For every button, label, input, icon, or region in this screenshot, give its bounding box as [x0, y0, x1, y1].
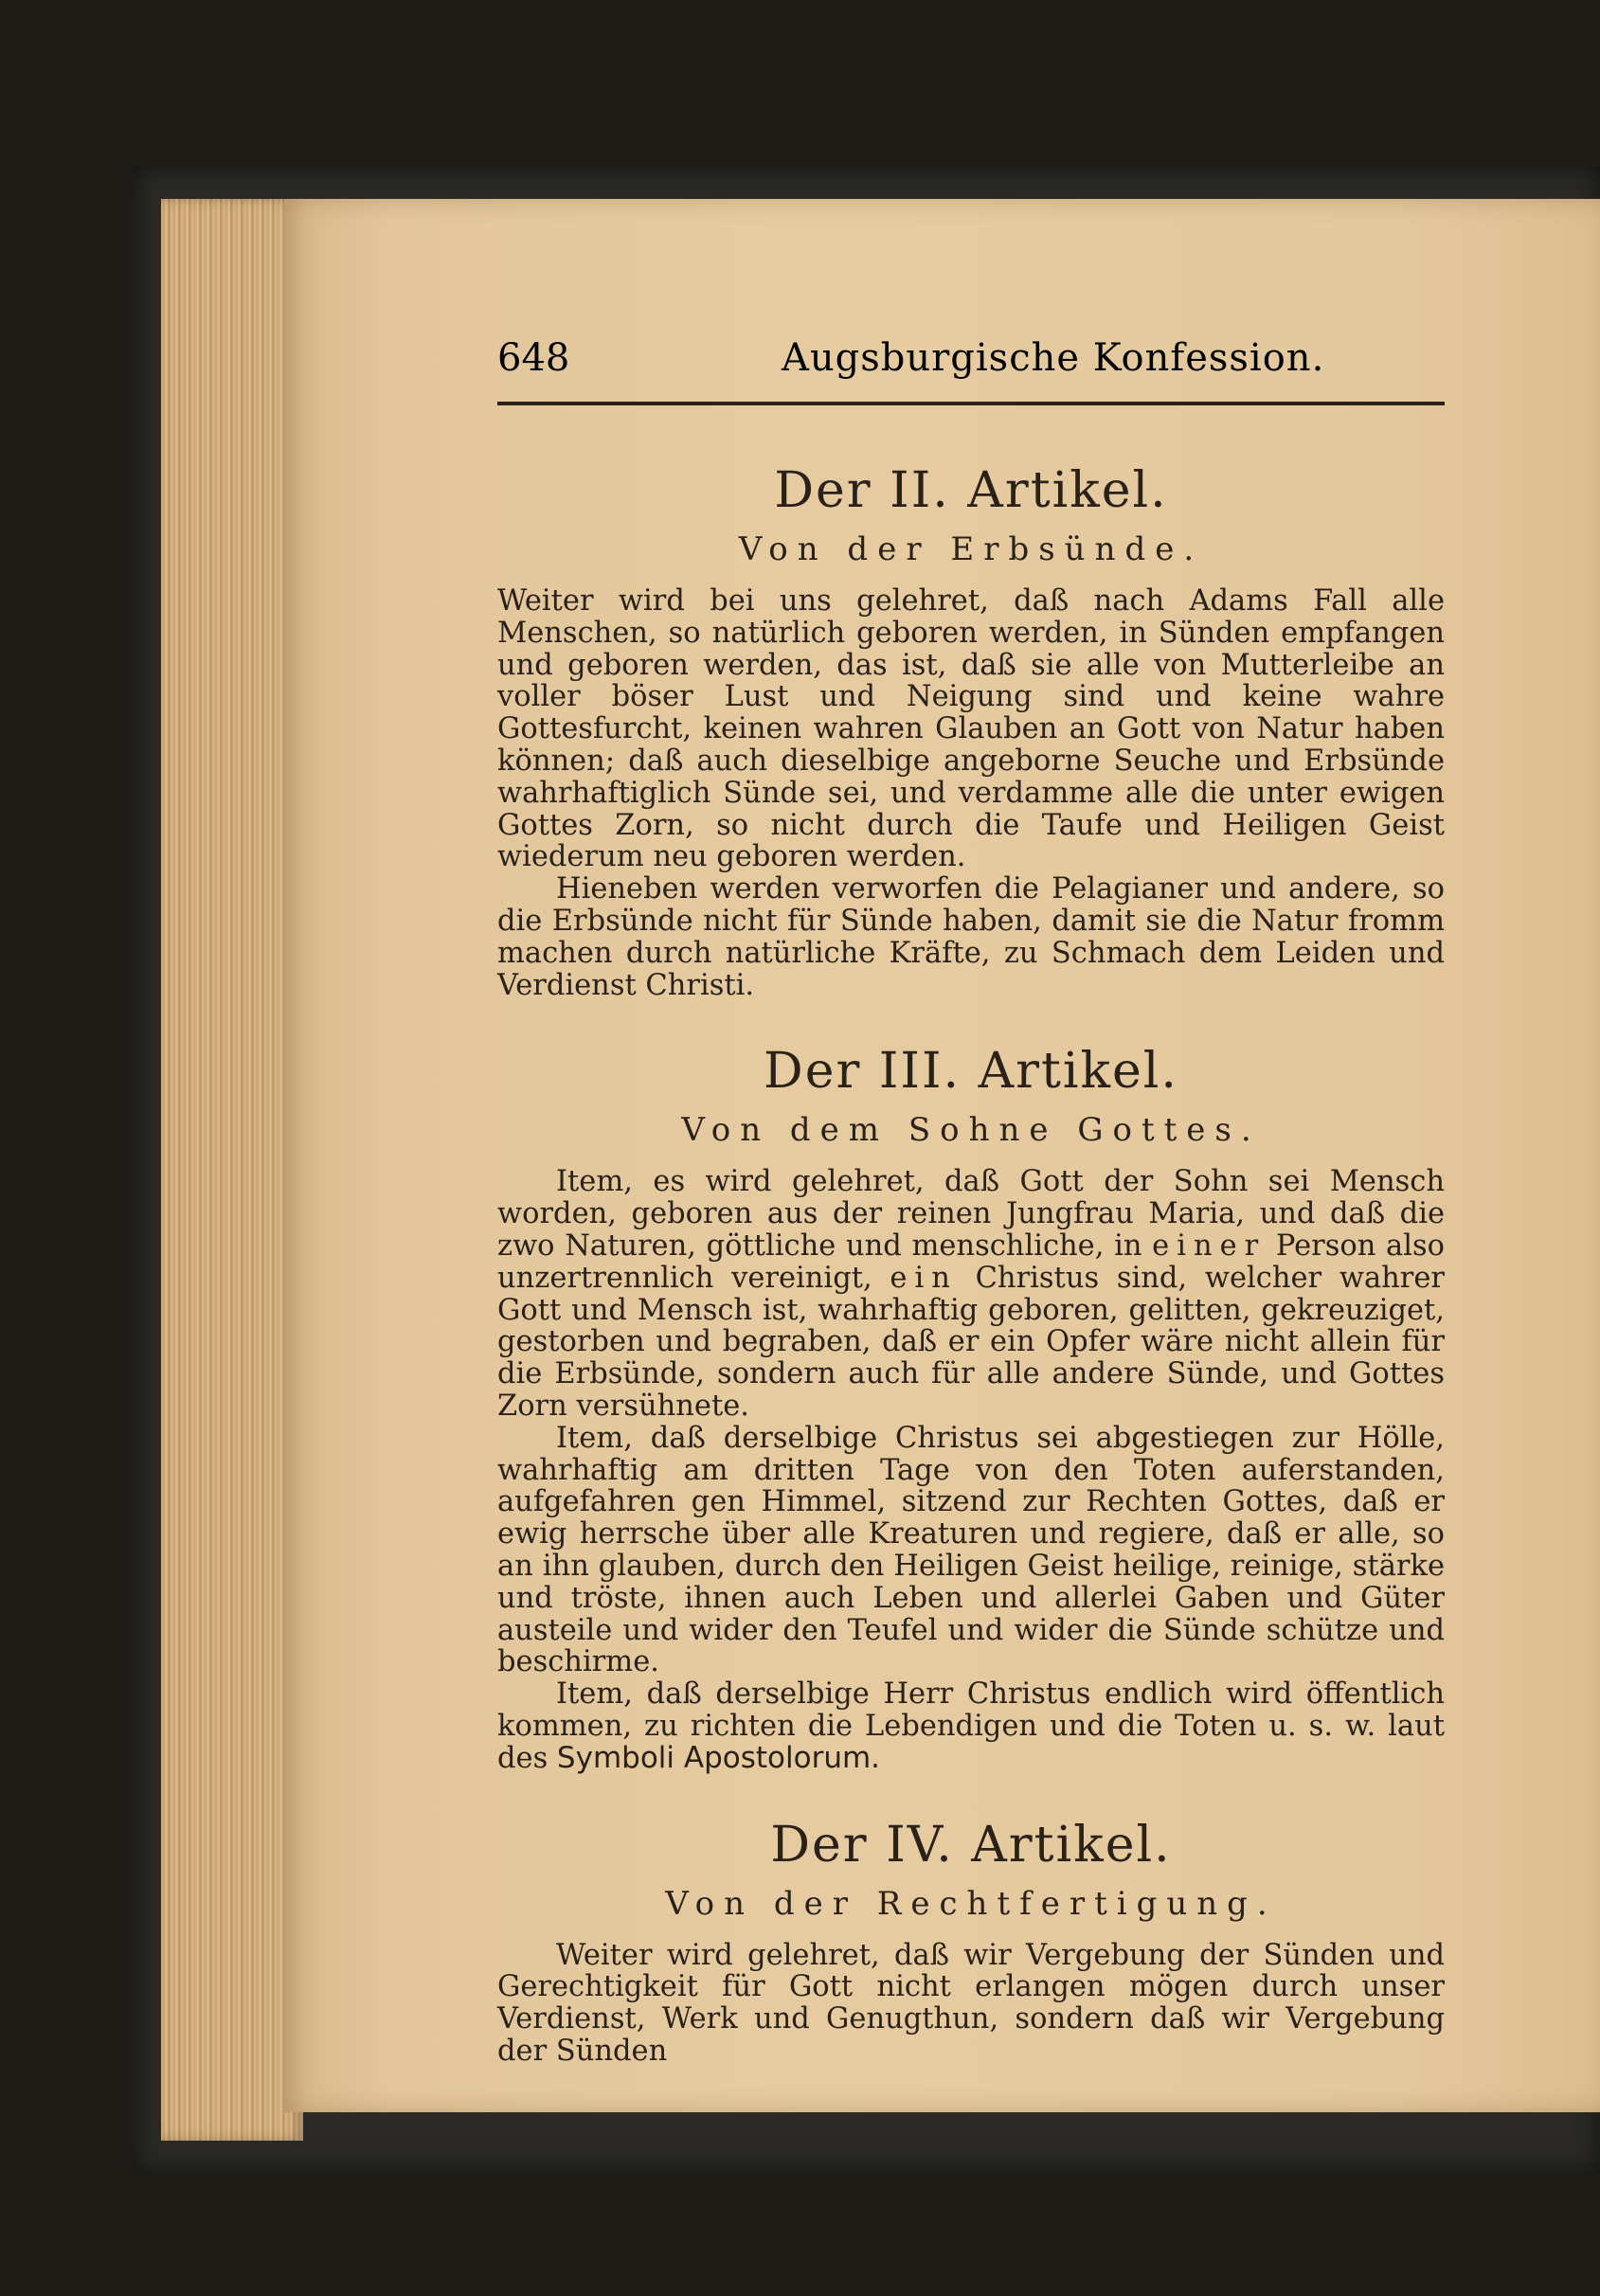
article-4	[497, 1817, 1445, 2068]
article-subtitle: Von der Erbsünde.	[738, 530, 1204, 568]
article-title: Der III. Artikel.	[764, 1043, 1178, 1101]
paragraph: Item, daß derselbige Christus sei abgestiegen zur Hölle, wahrhaftig am dritten Tage von den Toten auferstanden, aufgefahren gen Himmel, sitzend zur Rechten Gottes, daß er ewig herrsche über alle Kreaturen und regiere, daß er alle, so an ihn glauben, durch den Heiligen Geist heilige, reinige, stärke und tröste, ihnen auch Leben und allerlei Gaben und Güter austeile und wider den Teufel und wider die Sünde schütze und beschirme.	[497, 1421, 1445, 1679]
spacer	[497, 1775, 1445, 1800]
paragraph: Weiter wird gelehret, daß wir Vergebung der Sünden und Gerechtigkeit für Gott nicht erlangen mögen durch unser Verdienst, Werk und Genugthun, sondern daß wir Vergebung der Sünden	[497, 1938, 1445, 2068]
article-title: Der II. Artikel.	[774, 462, 1168, 519]
running-title: Augsburgische Konfession.	[782, 336, 1325, 380]
text-run: Item, daß derselbige Herr Christus endlich wird öffentlich kommen, zu richten die Lebendigen und die Toten u. s. w. laut des	[497, 1677, 1445, 1775]
spacer	[497, 1001, 1445, 1026]
text-run: Item, es wird gelehret, daß Gott der Sohn sei Mensch worden, geboren aus der reinen Jungfrau Maria, und daß die zwo Naturen, göttliche und menschliche, in	[497, 1165, 1445, 1263]
paragraph	[497, 1678, 1445, 1774]
page-number: 648	[497, 336, 570, 380]
latin-phrase: Symboli Apostolorum.	[556, 1740, 881, 1775]
emphasized-word: einer	[1152, 1229, 1267, 1263]
emphasized-word: ein	[890, 1261, 958, 1295]
header-rule	[497, 402, 1445, 405]
text-run: Person also unzertrennlich vereinigt,	[497, 1229, 1445, 1295]
page-header	[497, 336, 1445, 393]
article-subtitle: Von der Rechtfertigung.	[665, 1884, 1277, 1923]
article-3	[497, 1043, 1445, 1774]
paragraph: Weiter wird bei uns gelehret, daß nach Adams Fall alle Menschen, so natürlich geboren werden, in Sünden empfangen und geboren werden, das ist, daß sie alle von Mutterleibe an voller böser Lust und Neigung sind und keine wahre Gottesfurcht, keinen wahren Glauben an Gott von Natur haben können; daß auch dieselbige angeborne Seuche und Erbsünde wahrhaftiglich Sünde sei, und verdamme alle die unter ewigen Gottes Zorn, so nicht durch die Taufe und Heiligen Geist wiederum neu geboren werden.	[497, 584, 1445, 874]
article-subtitle: Von dem Sohne Gottes.	[681, 1111, 1261, 1150]
page-edges	[161, 199, 303, 2141]
page-body	[497, 445, 1445, 2068]
article-2	[497, 462, 1445, 1001]
paragraph: Hieneben werden verworfen die Pelagianer und andere, so die Erbsünde nicht für Sünde haben, damit sie die Natur fromm machen durch natürliche Kräfte, zu Schmach dem Leiden und Verdienst Christi.	[497, 872, 1445, 1002]
paragraph	[497, 1166, 1445, 1422]
article-title: Der IV. Artikel.	[770, 1816, 1172, 1874]
text-run: Christus sind, welcher wahrer Gott und Mensch ist, wahrhaftig geboren, gelitten, gekreuziget, gestorben und begraben, daß er ein Opfer wäre nicht allein für die Erbsünde, sondern auch für alle andere Sünde, und Gottes Zorn versühnete.	[497, 1261, 1445, 1423]
